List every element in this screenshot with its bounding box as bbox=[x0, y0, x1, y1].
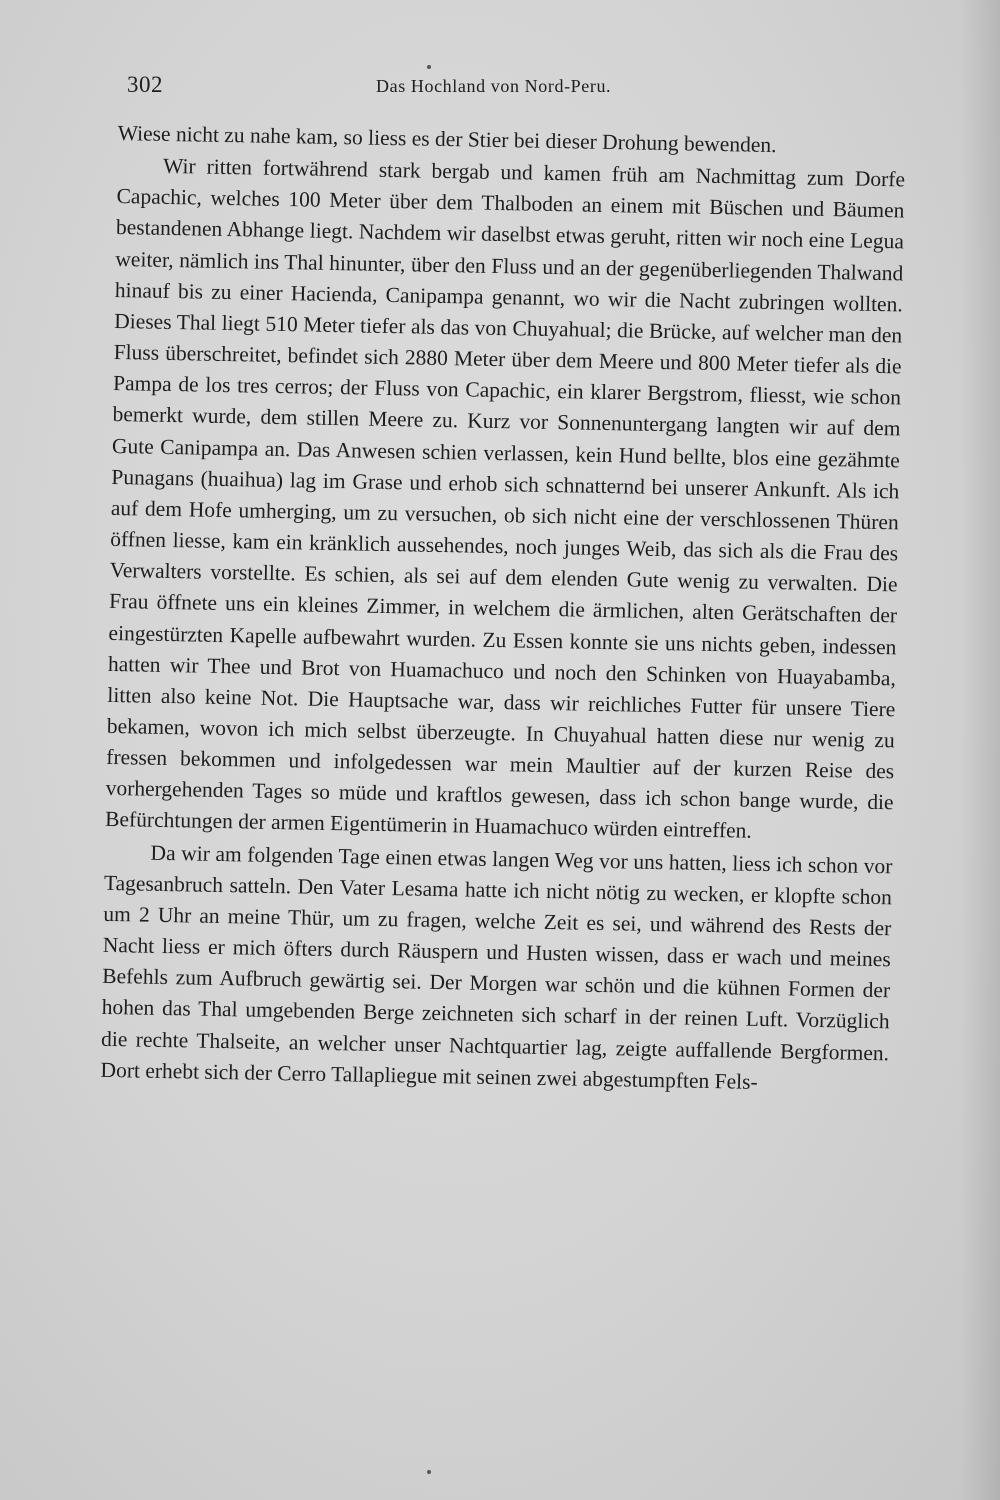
paper-speck bbox=[427, 1470, 431, 1474]
paragraph: Wir ritten fortwährend stark bergab und kamen früh am Nachmittag zum Dorfe Capachic, welches 100 Meter über dem Thalboden an einem mit Büschen und Bäumen bestandenen Abhange liegt. Nachdem wir daselbst etwas geruht, ritten wir noch eine Legua weiter, nämlich ins Thal hinunter, über den Fluss und an der gegenüberliegenden Thalwand hinauf bis zu einer Hacienda, Canipampa genannt, wo wir die Nacht zubringen wollten. Dieses Thal liegt 510 Meter tiefer als das von Chuyahual; die Brücke, auf welcher man den Fluss überschreitet, befindet sich 2880 Meter über dem Meere und 800 Meter tiefer als die Pampa de los tres cerros; der Fluss von Capachic, ein klarer Bergstrom, fliesst, wie schon bemerkt wurde, dem stillen Meere zu. Kurz vor Sonnenuntergang langten wir auf dem Gute Canipampa an. Das Anwesen schien verlassen, kein Hund bellte, blos eine gezähmte Punagans (huaihua) lag im Grase und erhob sich schnatternd bei unserer Ankunft. Als ich auf dem Hofe umherging, um zu versuchen, ob sich nicht eine der verschlossenen Thüren öffnen liesse, kam ein kränklich aussehendes, noch junges Weib, das sich als die Frau des Verwalters vorstellte. Es schien, als sei auf dem elenden Gute wenig zu verwalten. Die Frau öffnete uns ein kleines Zimmer, in welchem die ärmlichen, alten Gerätschaften der eingestürzten Kapelle aufbewahrt wurden. Zu Essen konnte sie uns nichts geben, indessen hatten wir Thee und Brot von Huamachuco und noch den Schinken von Huayabamba, litten also keine Not. Die Hauptsache war, dass wir reichliches Futter für unsere Tiere bekamen, wovon ich mich selbst überzeugte. In Chuyahual hatten diese nur wenig zu fressen bekommen und infolgedessen war mein Maultier auf der kurzen Reise des vorhergehenden Tages so müde und kraftlos gewesen, dass ich schon bange wurde, die Befürchtungen der armen Eigentümerin in Huamachuco würden eintreffen. bbox=[104, 153, 906, 844]
page-number: 302 bbox=[127, 72, 163, 97]
paragraph-continuation: Wiese nicht zu nahe kam, so liess es der Stier bei dieser Drohung bewenden. bbox=[117, 120, 777, 158]
paper-speck bbox=[427, 65, 431, 69]
paragraph: Da wir am folgenden Tage einen etwas langen Weg vor uns hatten, liess ich schon vor Tagesanbruch satteln. Den Vater Lesama hatte ich nicht nötig zu wecken, er klopfte schon um 2 Uhr an meine Thür, um zu fragen, welche Zeit es sei, und während des Rests der Nacht liess er mich öfters durch Räuspern und Husten wissen, dass er wach und meines Befehls zum Aufbruch gewärtig sei. Der Morgen war schön und die kühnen Formen der hohen das Thal umgebenden Berge zeichneten sich scharf in der reinen Luft. Vorzüglich die rechte Thalseite, an welcher unser Nachtquartier lag, zeigte auffallende Bergformen. Dort erhebt sich der Cerro Tallapliegue mit seinen zwei abgestumpften Fels- bbox=[100, 840, 893, 1094]
body-text bbox=[100, 118, 906, 1100]
running-head: Das Hochland von Nord-Peru. bbox=[376, 76, 612, 96]
